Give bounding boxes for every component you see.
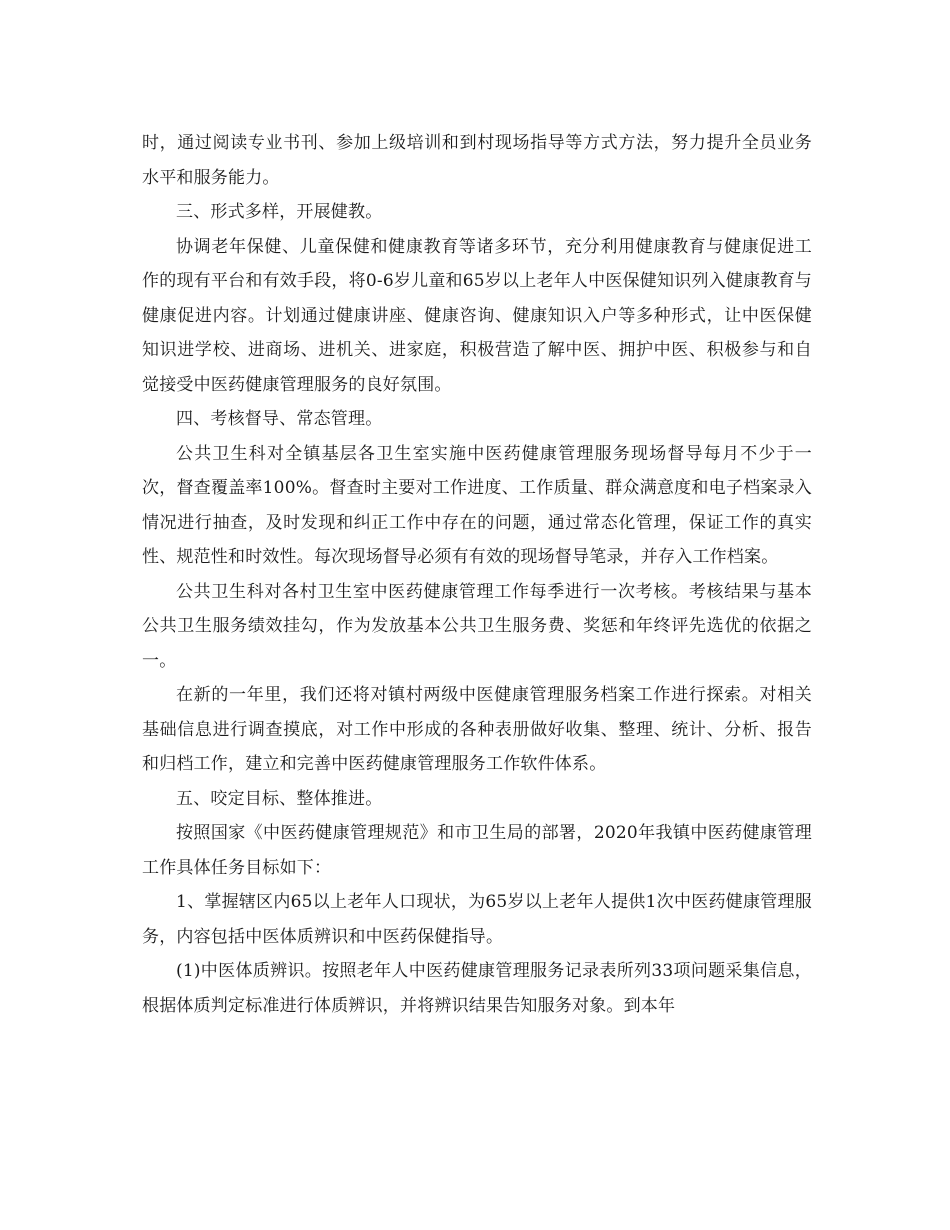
paragraph: 公共卫生科对各村卫生室中医药健康管理工作每季进行一次考核。考核结果与基本公共卫生服务绩效挂勾，作为发放基本公共卫生服务费、奖惩和年终评先选优的依据之一。 <box>142 581 812 671</box>
section-heading-3: 三、形式多样，开展健教。 <box>176 202 383 222</box>
list-item: (1)中医体质辨识。按照老年人中医药健康管理服务记录表所列33项问题采集信息，根据体质判定标准进行体质辨识，并将辨识结果告知服务对象。到本年 <box>142 961 812 1016</box>
section-heading-4: 四、考核督导、常态管理。 <box>176 409 383 429</box>
document-body <box>142 126 812 1023</box>
section-heading-5: 五、咬定目标、整体推进。 <box>176 788 383 809</box>
paragraph: 按照国家《中医药健康管理规范》和市卫生局的部署，2020年我镇中医药健康管理工作具体任务目标如下： <box>142 823 812 878</box>
paragraph: 公共卫生科对全镇基层各卫生室实施中医药健康管理服务现场督导每月不少于一次，督查覆盖率100%。督查时主要对工作进度、工作质量、群众满意度和电子档案录入情况进行抽查，及时发现和纠正工作中存在的问题，通过常态化管理，保证工作的真实性、规范性和时效性。每次现场督导必须有有效的现场督导笔录，并存入工作档案。 <box>142 443 812 567</box>
paragraph: 时，通过阅读专业书刊、参加上级培训和到村现场指导等方式方法，努力提升全员业务水平和服务能力。 <box>142 133 812 188</box>
list-item: 1、掌握辖区内65以上老年人口现状，为65岁以上老年人提供1次中医药健康管理服务，内容包括中医体质辨识和中医药保健指导。 <box>142 892 812 947</box>
paragraph: 协调老年保健、儿童保健和健康教育等诸多环节，充分利用健康教育与健康促进工作的现有平台和有效手段，将0-6岁儿童和65岁以上老年人中医保健知识列入健康教育与健康促进内容。计划通过健康讲座、健康咨询、健康知识入户等多种形式，让中医保健知识进学校、进商场、进机关、进家庭，积极营造了解中医、拥护中医、积极参与和自觉接受中医药健康管理服务的良好氛围。 <box>142 236 812 395</box>
paragraph: 在新的一年里，我们还将对镇村两级中医健康管理服务档案工作进行探索。对相关基础信息进行调查摸底，对工作中形成的各种表册做好收集、整理、统计、分析、报告和归档工作，建立和完善中医药健康管理服务工作软件体系。 <box>142 685 812 774</box>
